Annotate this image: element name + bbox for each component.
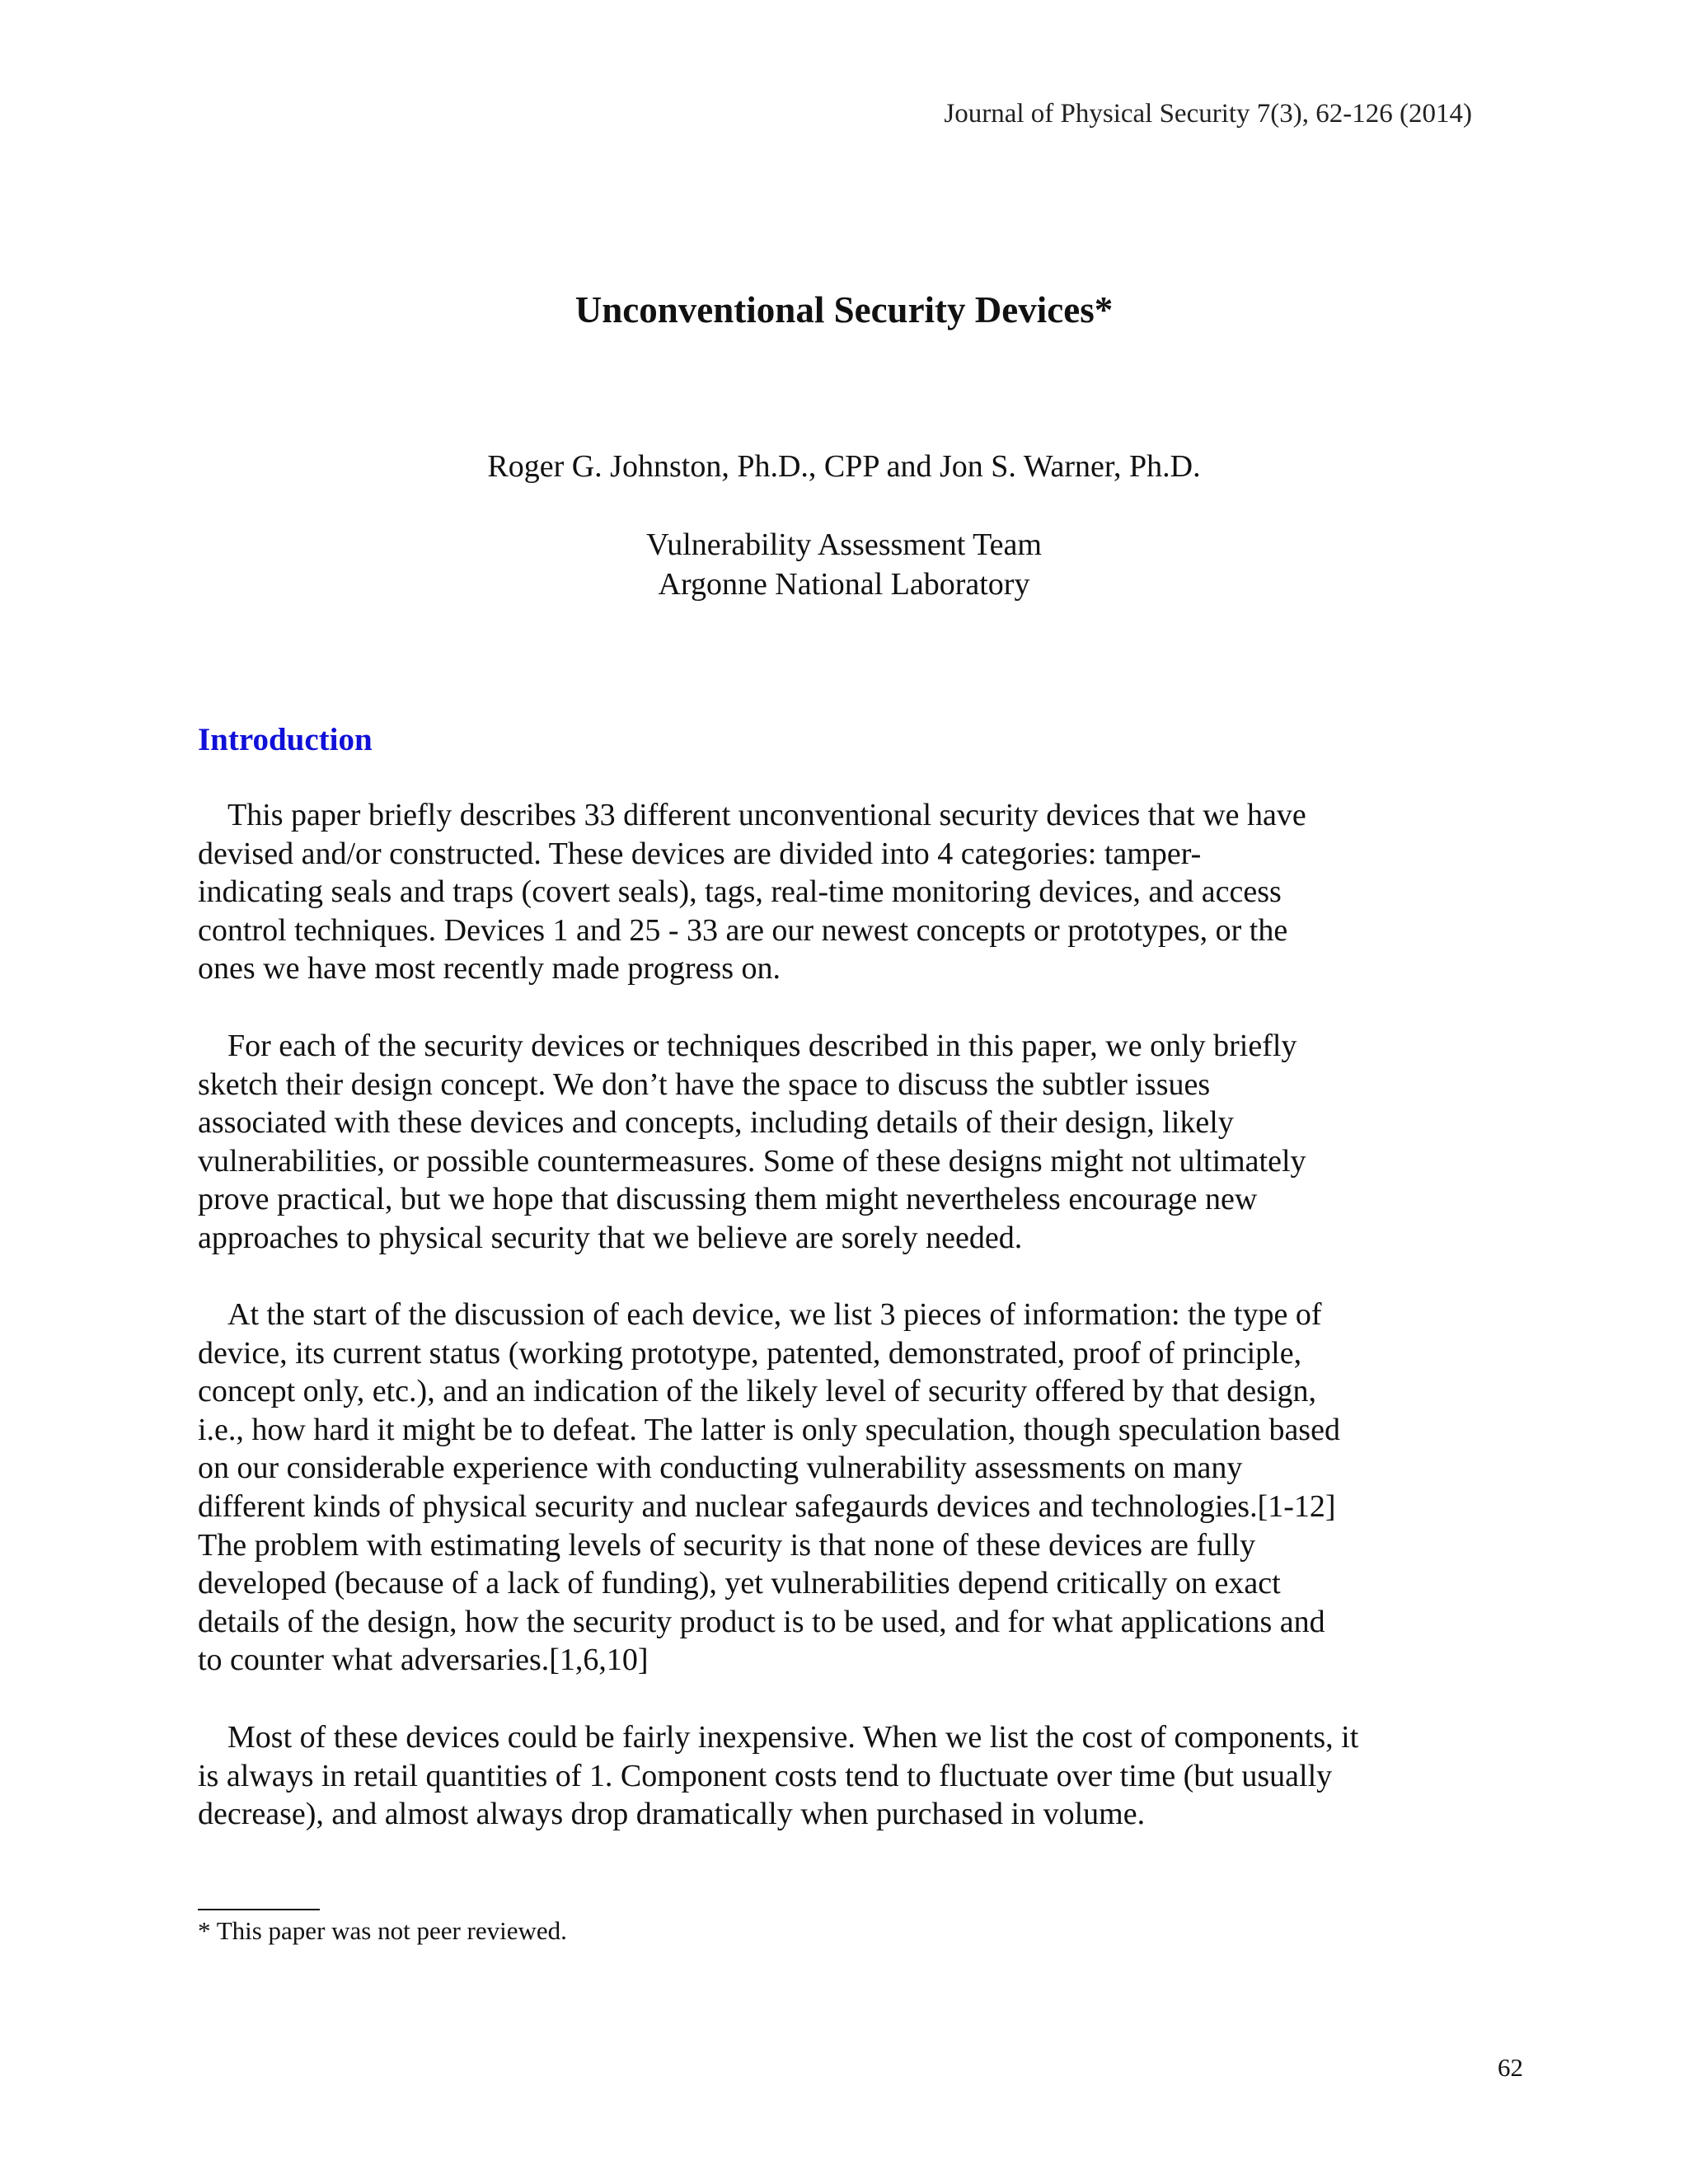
paragraph-line: vulnerabilities, or possible countermeasures. Some of these designs might not ultimately	[198, 1143, 1306, 1179]
section-heading-introduction: Introduction	[198, 722, 373, 757]
paragraph-line: details of the design, how the security product is to be used, and for what applications and	[198, 1604, 1325, 1639]
paragraph-line: decrease), and almost always drop dramatically when purchased in volume.	[198, 1797, 1146, 1832]
affiliation-institution: Argonne National Laboratory	[658, 567, 1030, 602]
paragraph-3	[198, 1296, 1508, 1680]
paragraph-line: to counter what adversaries.[1,6,10]	[198, 1643, 649, 1678]
paragraph-line: This paper briefly describes 33 different unconventional security devices that we have	[227, 798, 1306, 832]
paragraph-line: approaches to physical security that we believe are sorely needed.	[198, 1220, 1023, 1255]
paragraph-line: developed (because of a lack of funding), yet vulnerabilities depend critically on exact	[198, 1566, 1281, 1601]
paragraph-line: on our considerable experience with conducting vulnerability assessments on many	[198, 1451, 1243, 1486]
paragraph-line: device, its current status (working prototype, patented, demonstrated, proof of principle,	[198, 1335, 1302, 1371]
paragraph-line: control techniques. Devices 1 and 25 - 33 are our newest concepts or prototypes, or the	[198, 912, 1288, 948]
affiliation-block	[0, 525, 1688, 604]
footnote: * This paper was not peer reviewed.	[198, 1916, 567, 1945]
paragraph-line: At the start of the discussion of each device, we list 3 pieces of information: the type of	[227, 1297, 1322, 1332]
paragraph-1	[198, 796, 1508, 988]
paragraph-2	[198, 1027, 1508, 1258]
affiliation-team: Vulnerability Assessment Team	[646, 527, 1042, 562]
paragraph-line: sketch their design concept. We don’t have the space to discuss the subtler issues	[198, 1066, 1211, 1102]
paragraph-line: The problem with estimating levels of security is that none of these devices are fully	[198, 1527, 1256, 1563]
paragraph-line: For each of the security devices or techniques described in this paper, we only briefly	[227, 1029, 1297, 1063]
paragraph-line: prove practical, but we hope that discussing them might nevertheless encourage new	[198, 1182, 1258, 1217]
paragraph-line: different kinds of physical security and nuclear safegaurds devices and technologies.[1-12]	[198, 1488, 1336, 1524]
author-list: Roger G. Johnston, Ph.D., CPP and Jon S. Warner, Ph.D.	[487, 449, 1201, 484]
paper-title: Unconventional Security Devices*	[574, 289, 1114, 330]
paragraph-line: associated with these devices and concepts, including details of their design, likely	[198, 1105, 1234, 1141]
paragraph-line: ones we have most recently made progress on.	[198, 951, 781, 987]
paragraph-line: is always in retail quantities of 1. Component costs tend to fluctuate over time (but usually	[198, 1758, 1333, 1793]
paragraph-4	[198, 1718, 1508, 1834]
journal-citation: Journal of Physical Security 7(3), 62-126 (2014)	[944, 99, 1472, 129]
paragraph-line: indicating seals and traps (covert seals), tags, real-time monitoring devices, and access	[198, 874, 1282, 910]
paragraph-line: devised and/or constructed. These devices are divided into 4 categories: tamper-	[198, 836, 1202, 871]
paragraph-line: Most of these devices could be fairly inexpensive. When we list the cost of components, it	[227, 1720, 1359, 1755]
footnote-divider	[198, 1909, 320, 1910]
paragraph-line: i.e., how hard it might be to defeat. The latter is only speculation, though speculation based	[198, 1412, 1340, 1447]
paragraph-line: concept only, etc.), and an indication of the likely level of security offered by that design,	[198, 1374, 1316, 1409]
page-number: 62	[1498, 2053, 1523, 2082]
